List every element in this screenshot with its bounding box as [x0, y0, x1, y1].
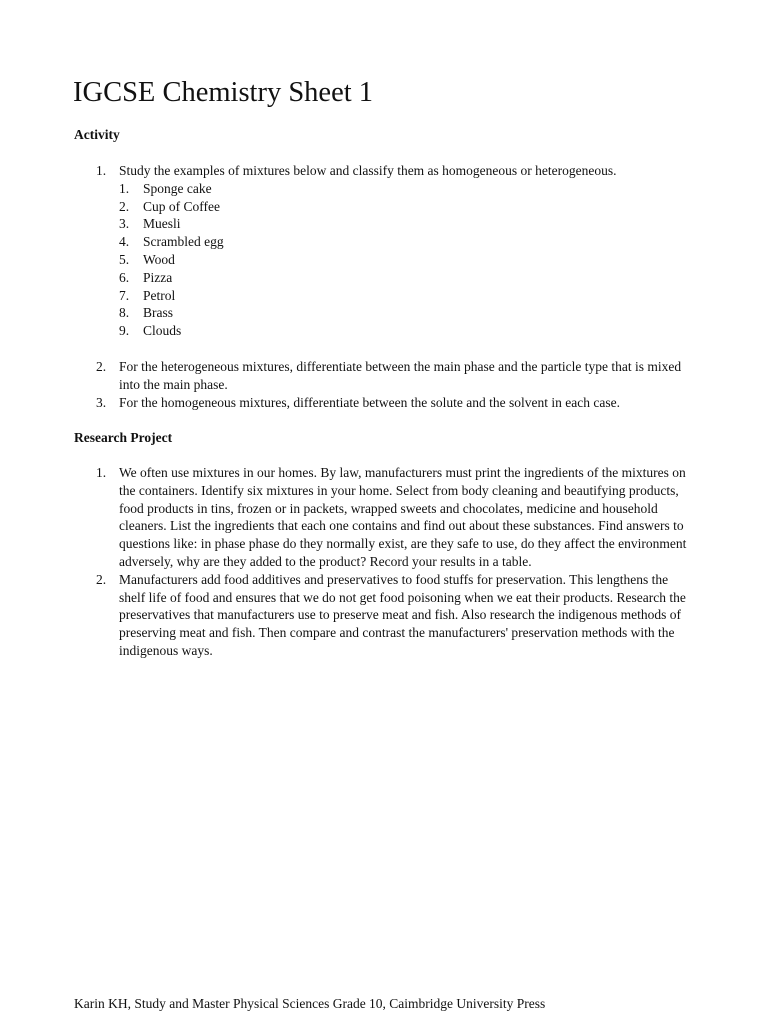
activity-item-text: For the heterogeneous mixtures, differentiate between the main phase and the particle type that is mixed into the main phase.	[119, 358, 682, 392]
list-number: 3.	[119, 216, 130, 232]
mixture-example-item	[119, 251, 692, 269]
list-number: 7.	[119, 287, 130, 303]
mixture-example-text: Brass	[143, 305, 173, 321]
list-number: 9.	[119, 323, 130, 339]
activity-item-2	[0, 358, 692, 394]
mixture-example-text: Petrol	[143, 287, 176, 303]
mixture-example-text: Sponge cake	[143, 180, 212, 196]
research-item-2	[0, 571, 692, 660]
activity-item-text: For the homogeneous mixtures, differentiate between the solute and the solvent in each case.	[119, 394, 620, 410]
list-number: 3.	[96, 394, 107, 410]
mixture-example-item	[119, 287, 692, 305]
mixture-example-item	[119, 233, 692, 251]
activity-item-3	[0, 394, 692, 412]
mixture-example-item	[119, 198, 692, 216]
research-item-text: Manufacturers add food additives and preservatives to food stuffs for preservation. This lengthens the shelf life of food and ensures that we do not get food poisoning when we eat their products. Research the preservatives that manufacturers use to preserve meat and fish. Also research the indigenous methods of preserving meat and fish. Then compare and contrast the manufacturers' preservation methods with the indigenous ways.	[119, 571, 686, 658]
list-number: 5.	[119, 251, 130, 267]
activity-list	[0, 162, 692, 411]
source-citation: Karin KH, Study and Master Physical Sciences Grade 10, Caimbridge University Press	[74, 996, 546, 1011]
list-number: 2.	[96, 358, 107, 374]
mixture-example-item	[119, 215, 692, 233]
mixture-example-text: Wood	[143, 251, 175, 267]
activity-heading: Activity	[74, 127, 120, 142]
mixture-example-item	[119, 180, 692, 198]
mixture-example-item	[119, 269, 692, 287]
list-number: 1.	[119, 180, 130, 196]
mixture-example-item	[119, 322, 692, 340]
activity-item-text: Study the examples of mixtures below and classify them as homogeneous or heterogeneous.	[119, 163, 617, 178]
mixture-examples-list	[119, 180, 692, 340]
research-item-text: We often use mixtures in our homes. By law, manufacturers must print the ingredients of the mixtures on the containers. Identify six mixtures in your home. Select from body cleaning and beautifying products, food products in tins, frozen or in packets, wrapped sweets and chocolates, medicine and household cleaners. List the ingredients that each one contains and find out about these substances. Find answers to questions like: in phase phase do they normally exist, are they safe to use, do they affect the environment adversely, why are they added to the product? Record your results in a table.	[119, 465, 687, 569]
mixture-example-text: Scrambled egg	[143, 234, 224, 250]
mixture-example-text: Clouds	[143, 323, 182, 339]
activity-item-1	[0, 162, 692, 340]
list-number: 1.	[96, 163, 107, 178]
page-title: IGCSE Chemistry Sheet 1	[73, 77, 374, 108]
list-number: 2.	[96, 571, 107, 587]
mixture-example-text: Pizza	[143, 269, 173, 285]
list-number: 1.	[96, 465, 107, 480]
list-number: 8.	[119, 305, 130, 321]
research-project-list	[0, 464, 692, 660]
research-item-1	[0, 464, 692, 571]
list-number: 4.	[119, 234, 130, 250]
list-number: 6.	[119, 269, 130, 285]
mixture-example-text: Muesli	[143, 216, 181, 232]
research-project-heading: Research Project	[74, 430, 173, 445]
list-number: 2.	[119, 198, 130, 214]
mixture-example-text: Cup of Coffee	[143, 198, 220, 214]
mixture-example-item	[119, 304, 692, 322]
